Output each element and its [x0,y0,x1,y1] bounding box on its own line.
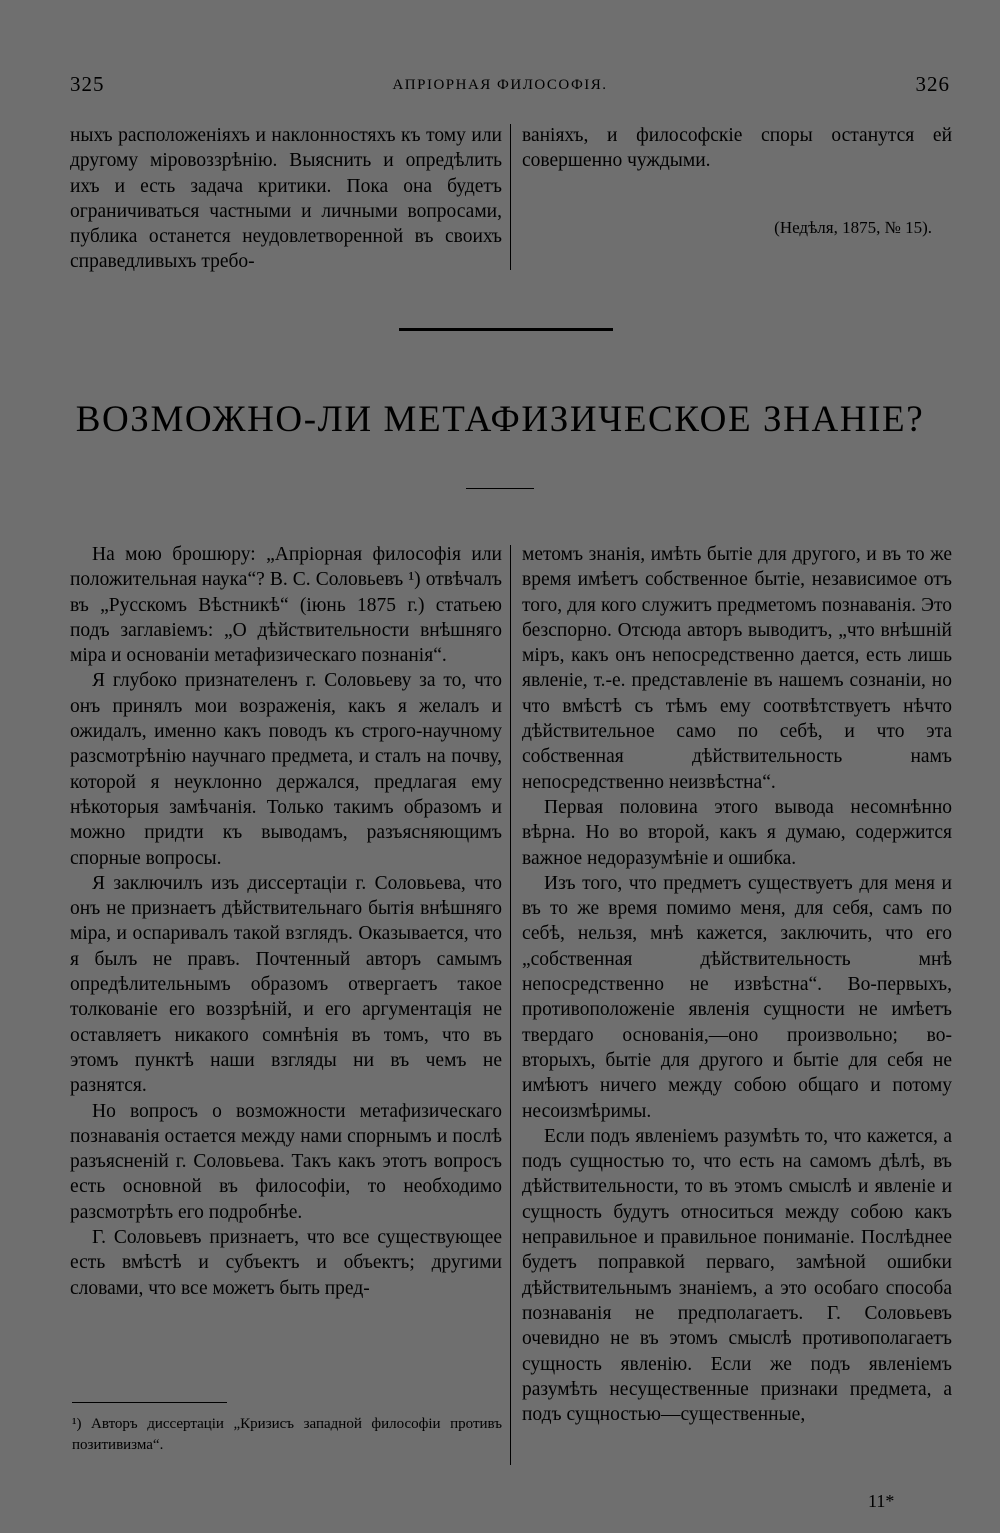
paragraph: Первая половина этого вывода несомнѣнно вѣрна. Но во второй, какъ я думаю, содержится важное недоразумѣніе и ошибка. [522,796,952,869]
paragraph: На мою брошюру: „Апріорная философія или положительная наука“? В. С. Соловьевъ ¹) отвѣчалъ въ „Русскомъ Вѣстникѣ“ (іюнь 1875 г.) статьею подъ заглавіемъ: „О дѣйствительности внѣшняго міра и основаніи метафизическаго познанія“. [70,544,502,667]
paragraph: ваніяхъ, и философскіе споры останутся ей совершенно чуждыми. [522,125,952,172]
main-right-column [522,542,952,1427]
article-title: ВОЗМОЖНО-ЛИ МЕТАФИЗИЧЕСКОЕ ЗНАНІЕ? [75,399,925,440]
paragraph: Я заключилъ изъ диссертаціи г. Соловьева, что онъ не признаетъ дѣйствительнаго бытія внѣшняго міра, и оспаривалъ такой взглядъ. Оказывается, что я былъ не правъ. Почтенный авторъ самымъ опредѣлительнымъ образомъ отвергаетъ такое толкованіе его воззрѣній, и его аргументація не оставляетъ никакого сомнѣнія въ томъ, что въ этомъ пунктѣ наши взгляды ни въ чемъ не разнятся. [70,872,502,1097]
paragraph: Но вопросъ о возможности метафизическаго познаванія остается между нами спорнымъ и послѣ разъясненій г. Соловьева. Такъ какъ этотъ вопросъ есть основной въ философіи, то необходимо разсмотрѣть его подробнѣе. [70,1100,502,1223]
footnote: ¹) Авторъ диссертаціи „Кризисъ западной философіи противъ позитивизма“. [72,1416,502,1453]
paragraph: Изъ того, что предметъ существуетъ для меня и въ то же время помимо меня, для себя, самъ по себѣ, нельзя, мнѣ кажется, заключить, что его „собственная дѣйствительность мнѣ непосредственно не извѣстна“. Во-первыхъ, противоположеніе явленія сущности не имѣетъ твердаго основанія,—оно произвольно; во-вторыхъ, бытіе для другого и бытіе для себя не имѣютъ ничего между собою общаго и потому несоизмѣримы. [522,872,952,1122]
paragraph: метомъ знанія, имѣть бытіе для другого, и въ то же время имѣетъ собственное бытіе, независимое отъ того, для кого служитъ предметомъ познаванія. Это безспорно. Отсюда авторъ выводитъ, „что внѣшній міръ, какъ онъ непосредственно дается, есть лишь явленіе, т.-е. представленіе въ нашемъ сознаніи, но что вмѣстѣ съ тѣмъ ему соотвѣтствуетъ нѣчто дѣйствительное само по себѣ, и что эта собственная дѣйствительность намъ непосредственно неизвѣстна“. [522,544,952,793]
top-right-column [522,123,952,174]
page-number-left: 325 [70,72,105,96]
paragraph: ныхъ расположеніяхъ и наклонностяхъ къ тому или другому міровоззрѣнію. Выяснить и опредѣлить ихъ и есть задача критики. Пока она будетъ ограничиваться частными и личными вопросами, публика останется неудовлетворенной въ своихъ справедливыхъ требо- [70,125,502,273]
signature-mark: 11* [868,1491,895,1511]
page-number-right: 326 [915,72,950,96]
section-separator [399,328,613,331]
paragraph: Если подъ явленіемъ разумѣть то, что кажется, а подъ сущностью то, что есть на самомъ дѣлѣ, въ дѣйствительности, то въ этомъ смыслѣ и явленіе и сущность будутъ относиться между собою какъ неправильное и правильное пониманіе. Послѣднее будетъ поправкой перваго, замѣной ошибки дѣйствительнымъ знаніемъ, а это особаго способа познаванія не предполагаетъ. Г. Соловьевъ очевидно не въ этомъ смыслѣ противополагаетъ сущность явленію. Если же подъ явленіемъ разумѣть несущественные признаки предмета, а подъ сущностью—существенные, [522,1125,952,1426]
footnote-rule [72,1402,227,1403]
main-left-column [70,542,502,1301]
paragraph: Г. Соловьевъ признаетъ, что все существующее есть вмѣстѣ и субъектъ и объектъ; другими словами, что все можетъ быть пред- [70,1227,502,1299]
running-title: АПРІОРНАЯ ФИЛОСОФІЯ. [392,77,608,93]
paragraph: Я глубоко признателенъ г. Соловьеву за то, что онъ принялъ мои возраженія, какъ я желалъ и ожидалъ, именно какъ поводъ къ строго-научному разсмотрѣнію научнаго предмета, и сталъ на почву, которой я неуклонно держался, предлагая ему нѣкоторыя замѣчанія. Только такимъ образомъ и можно придти къ выводамъ, разъясняющимъ спорные вопросы. [70,670,502,869]
top-left-column [70,123,502,275]
title-dash [466,488,534,489]
column-rule-main [510,545,511,1465]
column-rule-top [510,124,511,270]
source-citation: (Недѣля, 1875, № 15). [774,218,932,237]
